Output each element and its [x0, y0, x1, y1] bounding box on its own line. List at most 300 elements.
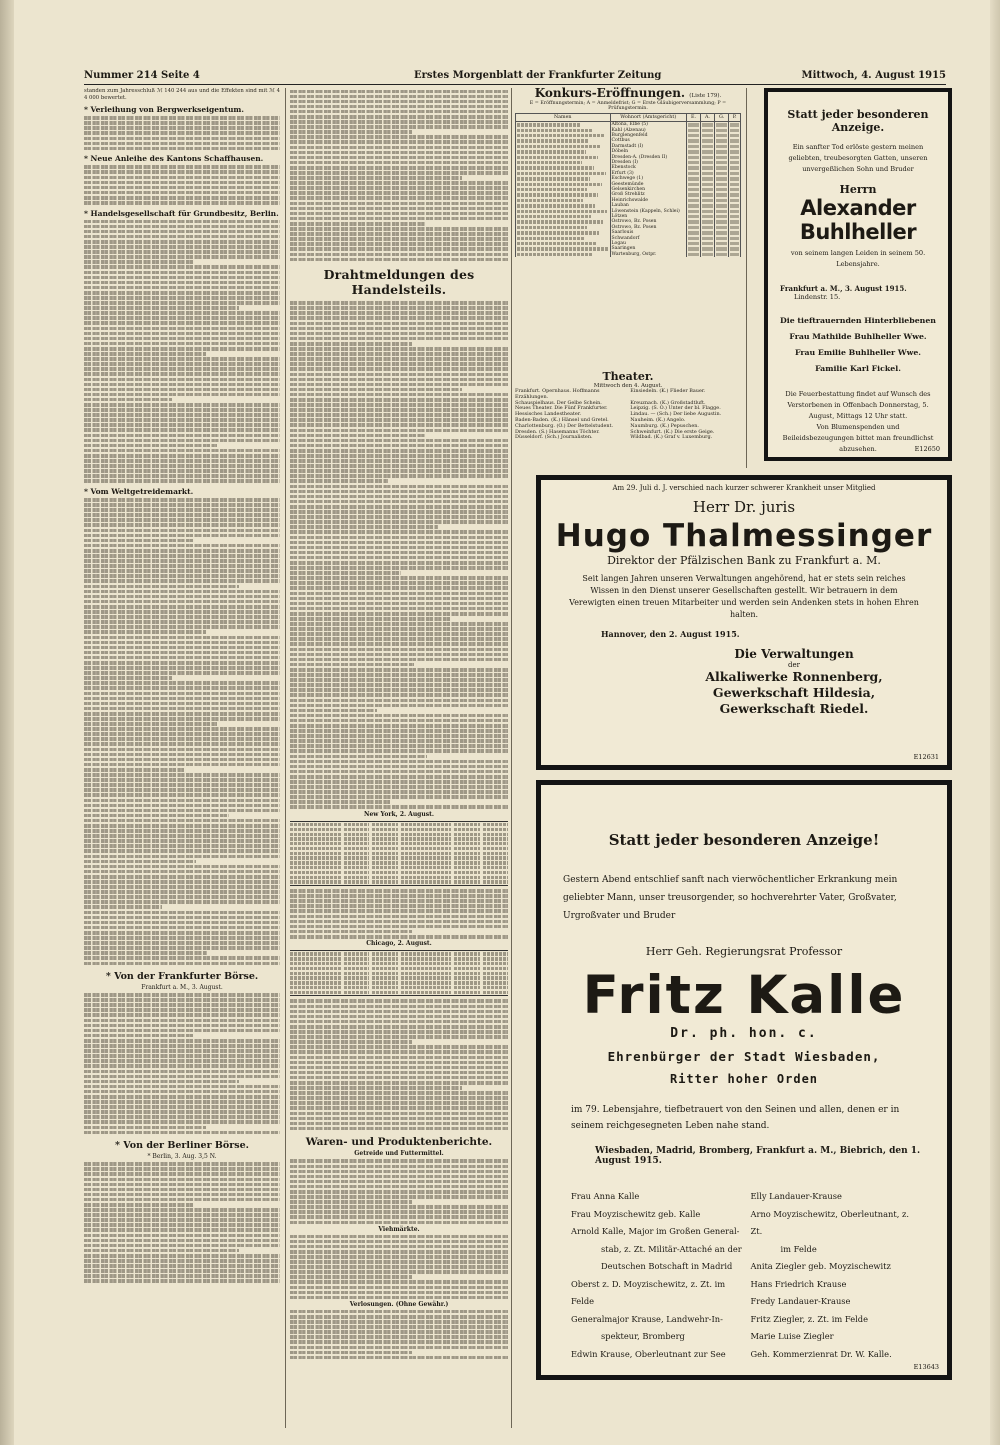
text-line: [84, 1167, 280, 1171]
text-line: [84, 636, 280, 640]
table-cell: [344, 972, 369, 975]
text-line: [290, 510, 508, 514]
court-cell: Eschwege (1): [610, 176, 687, 181]
text-line: [84, 585, 239, 589]
date-cell: [729, 252, 741, 257]
section-heading: Waren- und Produktenberichte.: [305, 1136, 493, 1149]
text-line: [290, 247, 508, 251]
text-line: [290, 663, 414, 667]
text-line: [290, 755, 427, 759]
table-cell: [290, 847, 341, 850]
text-line: [290, 658, 508, 662]
mourner: Hans Friedrich Krause: [750, 1278, 847, 1289]
text-line: [290, 1235, 508, 1239]
text-line: [290, 1215, 508, 1219]
mourner: Edwin Krause, Oberleutnant zur See: [571, 1348, 726, 1359]
table-cell: [344, 856, 369, 859]
table-cell: [344, 871, 369, 874]
court-cell: Logau: [610, 241, 687, 246]
text-line: [290, 800, 390, 804]
text-line: [84, 758, 280, 762]
section-heading: Drahtmeldungen des Handelsteils.: [323, 267, 475, 298]
text-line: [84, 732, 280, 736]
text-line: [84, 1279, 280, 1283]
text-line: [84, 347, 280, 351]
column-rule: [746, 88, 747, 468]
text-line: [84, 1085, 280, 1089]
obituary-title: Herr Geh. Regierungsrat Professor: [645, 945, 843, 958]
text-line: [84, 332, 280, 336]
text-line: [290, 1086, 462, 1090]
text-line: [84, 569, 280, 573]
text-line: [290, 925, 508, 929]
article-text-block: [290, 1310, 508, 1359]
mourner: Elly Landauer-Krause: [750, 1191, 842, 1201]
column-header: E.: [687, 114, 701, 122]
text-line: [84, 661, 280, 665]
obituary-heading: Statt jeder besonderen Anzeige!: [608, 831, 880, 849]
table-cell: [454, 986, 479, 989]
table-row: [290, 852, 508, 855]
obituary-title: Herrn: [839, 183, 877, 196]
table-cell: [401, 871, 452, 874]
text-line: [84, 890, 280, 894]
text-line: [290, 311, 508, 315]
table-cell: [372, 861, 397, 864]
text-line: [84, 1213, 280, 1217]
article-text-block: [290, 999, 508, 1130]
table-row: [290, 842, 508, 845]
text-line: [84, 921, 280, 925]
mourner: Geh. Kommerzienrat Dr. W. Kalle.: [750, 1348, 892, 1359]
text-line: [290, 1076, 508, 1080]
table-cell: [401, 828, 452, 831]
text-line: [84, 454, 280, 458]
table-cell: [344, 957, 369, 960]
text-line: [84, 671, 280, 675]
text-line: [290, 357, 508, 361]
bankruptcy-legend: E = Eröffnungstermin; A = Anmeldefrist; G = Erste Gläubigerversammlung; P = Prüfungstermin.: [529, 101, 727, 111]
text-line: [84, 523, 280, 527]
table-cell: [483, 976, 508, 979]
text-line: [84, 962, 280, 966]
text-line: [290, 1291, 508, 1295]
text-line: [290, 95, 508, 99]
text-line: [290, 1286, 508, 1290]
table-cell: [454, 837, 479, 840]
mourners-right: [750, 1188, 923, 1363]
list-number: (Liste 179).: [689, 93, 722, 99]
text-line: [84, 503, 280, 507]
text-line: [84, 666, 280, 670]
mourner: Arnold Kalle, Major im Großen General-: [571, 1226, 740, 1236]
text-line: [84, 824, 280, 828]
text-line: [84, 276, 280, 280]
obituary-body: Seit langen Jahren unseren Verwaltungen angehörend, hat er stets sein reiches Wissen in den Dienst unserer Gesellschaften gestellt. Wir betrauern in dem Verewigten einen treuen Mitarbeiter und werden sein Andenken stets in hohen Ehren halten.: [569, 574, 919, 619]
text-line: [84, 498, 280, 502]
text-line: [290, 536, 508, 540]
deceased-name: Hugo Thalmessinger: [555, 518, 933, 554]
text-line: [84, 291, 280, 295]
orders: Ritter hoher Orden: [669, 1072, 819, 1086]
text-line: [290, 546, 508, 550]
table-cell: [483, 866, 508, 869]
text-line: [290, 1061, 508, 1065]
text-line: [290, 541, 508, 545]
court-cell: Gelsenkirchen: [610, 187, 687, 192]
text-line: [84, 230, 280, 234]
text-line: [290, 196, 508, 200]
text-line: [84, 1115, 280, 1119]
subsection-heading: Getreide und Futtermittel.: [354, 1150, 444, 1158]
table-cell: [344, 962, 369, 965]
article-heading: * Handelsgesellschaft für Grundbesitz, Berlin.: [84, 208, 279, 218]
text-line: [290, 581, 508, 585]
article-text-block: [84, 116, 280, 150]
text-line: [290, 1117, 508, 1121]
text-line: [84, 1064, 280, 1068]
text-line: [84, 1126, 206, 1130]
text-line: [84, 1131, 280, 1135]
text-line: [290, 301, 508, 305]
text-line: [84, 479, 280, 483]
text-line: [84, 1249, 239, 1253]
article-text-block: [290, 301, 508, 809]
court-cell: Schwandorf: [610, 236, 687, 241]
text-line: [290, 739, 508, 743]
text-line: [84, 844, 280, 848]
court-cell: Erfurt (3): [610, 171, 687, 176]
article-text-block: [290, 1235, 508, 1300]
text-line: [290, 724, 508, 728]
table-cell: [454, 976, 479, 979]
table-row: [290, 847, 508, 850]
text-line: [84, 534, 280, 538]
text-line: [84, 201, 280, 205]
table-cell: [344, 991, 369, 994]
text-line: [290, 306, 508, 310]
text-line: [290, 227, 508, 231]
text-line: [84, 1120, 280, 1124]
text-line: [84, 181, 280, 185]
text-line: [290, 186, 508, 190]
text-line: [290, 1250, 508, 1254]
text-line: [290, 242, 508, 246]
text-line: [290, 894, 508, 898]
table-cell: [344, 976, 369, 979]
obituary-intro: Gestern Abend entschlief sanft nach vierwöchentlicher Erkrankung mein geliebter Mann, unser treusorgender, so hochverehrter Vater, Großvater, Urgroßvater und Bruder: [563, 875, 898, 921]
text-line: [290, 485, 508, 489]
text-line: [84, 544, 280, 548]
bankruptcy-listing: [515, 86, 741, 366]
court-cell: Ostrowo, Bz. Posen: [610, 225, 687, 230]
text-line: [290, 495, 508, 499]
text-line: [84, 518, 280, 522]
text-line: [290, 1185, 508, 1189]
deceased-name: Alexander Buhlheller: [799, 196, 917, 244]
text-line: [290, 561, 508, 565]
court-cell: Lötzen: [610, 214, 687, 219]
text-line: [290, 398, 508, 402]
text-line: [84, 1239, 280, 1243]
table-cell: [372, 833, 397, 836]
text-line: [84, 418, 280, 422]
text-line: [290, 586, 508, 590]
text-line: [84, 1259, 280, 1263]
table-cell: [290, 880, 341, 883]
bankruptcy-table: [515, 113, 741, 257]
text-line: [84, 306, 239, 310]
text-line: [290, 775, 508, 779]
text-line: [84, 301, 280, 305]
text-line: [84, 895, 280, 899]
court-cell: Lauban: [610, 203, 687, 208]
table-row: [290, 962, 508, 965]
text-line: [290, 161, 508, 165]
text-line: [290, 1210, 508, 1214]
text-line: [290, 316, 508, 320]
text-line: [290, 191, 508, 195]
text-line: [290, 648, 508, 652]
text-line: [84, 186, 280, 190]
table-cell: [290, 967, 341, 970]
text-line: [84, 428, 280, 432]
text-line: [84, 1198, 280, 1202]
table-row: [290, 976, 508, 979]
column-rule: [285, 88, 286, 1428]
text-line: [290, 785, 508, 789]
obituary-place: Hannover, den 2. August 1915.: [601, 629, 740, 639]
text-line: [84, 946, 280, 950]
table-cell: [401, 962, 452, 965]
text-line: [290, 790, 508, 794]
text-line: [290, 337, 508, 341]
text-line: [290, 653, 508, 657]
article-heading: * Von der Frankfurter Börse.: [105, 971, 259, 983]
mourner: Oberst z. D. Moyzischewitz, z. Zt. im Felde: [571, 1278, 726, 1306]
text-line: [84, 1203, 194, 1207]
text-line: [84, 717, 280, 721]
obituary-place: Wiesbaden, Madrid, Bromberg, Frankfurt a. M., Biebrich, den 1. August 1915.: [595, 1146, 921, 1166]
court-cell: Burglengenfeld: [610, 133, 687, 138]
date-cell: [687, 252, 701, 257]
text-line: [84, 1269, 280, 1273]
table-title: Chicago, 2. August.: [366, 940, 432, 948]
mourner: Fritz Ziegler, z. Zt. im Felde: [750, 1313, 869, 1324]
table-cell: [290, 837, 341, 840]
text-line: [290, 597, 508, 601]
text-line: [84, 839, 280, 843]
deceased-name: Fritz Kalle: [582, 965, 906, 1026]
table-cell: [290, 976, 341, 979]
table-cell: [344, 837, 369, 840]
text-line: [84, 1024, 280, 1028]
table-cell: [454, 991, 479, 994]
article-text-block: [290, 1159, 508, 1224]
text-line: [290, 688, 508, 692]
text-line: [290, 1112, 508, 1116]
text-line: [290, 393, 508, 397]
text-line: [290, 617, 451, 621]
text-line: [290, 1255, 508, 1259]
table-title: New York, 2. August.: [364, 810, 434, 818]
text-line: [290, 1190, 508, 1194]
text-line: [290, 1066, 508, 1070]
text-line: [84, 413, 280, 417]
column-header: P.: [729, 114, 741, 122]
table-cell: [454, 852, 479, 855]
court-cell: Saarlouis: [610, 230, 687, 235]
text-line: [84, 1029, 280, 1033]
date-cell: [714, 252, 728, 257]
text-line: [290, 1005, 508, 1009]
text-line: [290, 1101, 508, 1105]
text-line: [290, 1205, 508, 1209]
text-line: [84, 819, 280, 823]
article-text-block: [290, 889, 508, 938]
text-line: [290, 1040, 412, 1044]
court-cell: Dresden (I): [610, 160, 687, 165]
mourner: Frau Emilie Buhlheller Wwe.: [794, 348, 922, 357]
text-line: [84, 126, 280, 130]
mourner: Marie Luise Ziegler: [750, 1331, 834, 1341]
table-cell: [344, 986, 369, 989]
text-line: [290, 571, 401, 575]
text-line: [290, 1096, 508, 1100]
masthead: [84, 70, 946, 85]
text-line: [84, 352, 206, 356]
text-line: [84, 296, 280, 300]
table-cell: [401, 986, 452, 989]
text-line: [290, 474, 508, 478]
text-line: [290, 423, 508, 427]
text-line: [290, 530, 508, 534]
court-cell: Groß Strehlitz: [610, 192, 687, 197]
text-line: [84, 116, 280, 120]
text-line: [84, 676, 172, 680]
article-text-block: [84, 498, 280, 965]
text-line: [290, 1280, 508, 1284]
table-cell: [372, 842, 397, 845]
text-line: [84, 737, 280, 741]
table-cell: [483, 823, 508, 826]
table-cell: [344, 880, 369, 883]
text-line: [84, 388, 280, 392]
table-cell: [401, 847, 452, 850]
table-cell: [372, 991, 397, 994]
theater-entry: Kreuznach. (K.) Großstadtluft.: [630, 399, 706, 406]
text-line: [84, 240, 280, 244]
text-line: [84, 849, 280, 853]
text-line: [84, 1039, 280, 1043]
text-line: [290, 1265, 508, 1269]
table-cell: [483, 852, 508, 855]
table-cell: [290, 866, 341, 869]
deceased-position: Direktor der Pfälzischen Bank zu Frankfurt a. M.: [607, 554, 881, 567]
text-line: [84, 707, 280, 711]
text-line: [290, 202, 508, 206]
text-line: [290, 1010, 508, 1014]
text-line: [84, 804, 280, 808]
text-line: [84, 367, 280, 371]
theater-entry: Schweinfurt. (K.) Die erste Geige.: [630, 428, 715, 435]
table-row: [290, 856, 508, 859]
text-line: [290, 115, 508, 119]
table-cell: [454, 952, 479, 955]
table-cell: [483, 967, 508, 970]
table-cell: [483, 871, 508, 874]
theater-entry: Hessisches Landestheater.: [515, 411, 582, 418]
table-cell: [454, 833, 479, 836]
theater-date: Mittwoch den 4. August.: [593, 383, 663, 389]
text-line: [84, 1183, 280, 1187]
text-line: [84, 393, 280, 397]
text-line: [84, 956, 280, 960]
text-line: [290, 1127, 508, 1131]
text-line: [290, 668, 508, 672]
table-cell: [401, 976, 452, 979]
table-cell: [483, 880, 508, 883]
text-line: [290, 935, 508, 939]
text-line: [84, 855, 280, 859]
article-heading: * Neue Anleihe des Kantons Schaffhausen.: [84, 154, 264, 164]
text-line: [290, 1335, 508, 1339]
text-line: [84, 630, 206, 634]
text-line: [290, 1122, 508, 1126]
column-header: Wohnort (Amtsgericht): [610, 114, 687, 122]
text-line: [84, 255, 280, 259]
text-line: [290, 627, 508, 631]
bankruptcy-title: [515, 86, 741, 100]
table-cell: [344, 847, 369, 850]
text-line: [84, 1075, 280, 1079]
column-markets: [290, 88, 508, 1428]
table-row: [516, 252, 741, 257]
text-line: [84, 196, 280, 200]
article-text: standen zum Jahresschluß ℳ 140 244 aus und die Effekten sind mit ℳ 44 000 bewertet.: [84, 88, 280, 101]
theater-title: Theater.: [602, 370, 654, 383]
table-cell: [344, 866, 369, 869]
text-line: [84, 590, 280, 594]
table-row: [290, 861, 508, 864]
text-line: [290, 469, 508, 473]
text-line: [290, 889, 508, 893]
text-line: [290, 1081, 508, 1085]
text-line: [84, 1049, 280, 1053]
theater-entry: Leipzig. (S. O.) Unter der bl. Flagge.: [630, 405, 721, 412]
text-line: [84, 641, 280, 645]
table-cell: [290, 957, 341, 960]
table-cell: [290, 852, 341, 855]
honorary-degree: Dr. ph. hon. c.: [670, 1026, 818, 1041]
text-line: [290, 704, 508, 708]
text-line: [84, 137, 280, 141]
text-line: [84, 620, 280, 624]
mourner: Fredy Landauer-Krause: [750, 1296, 851, 1306]
text-line: [290, 1330, 508, 1334]
text-line: [84, 564, 280, 568]
mourner: Anita Ziegler geb. Moyzischewitz: [750, 1261, 891, 1271]
text-line: [290, 642, 508, 646]
table-row: [290, 823, 508, 826]
ad-code: E12631: [913, 753, 939, 761]
text-line: [290, 1106, 508, 1110]
table-cell: [401, 833, 452, 836]
text-line: [290, 449, 508, 453]
bankrupt-name-cell: [516, 252, 611, 257]
text-line: [84, 539, 194, 543]
text-line: [290, 505, 508, 509]
